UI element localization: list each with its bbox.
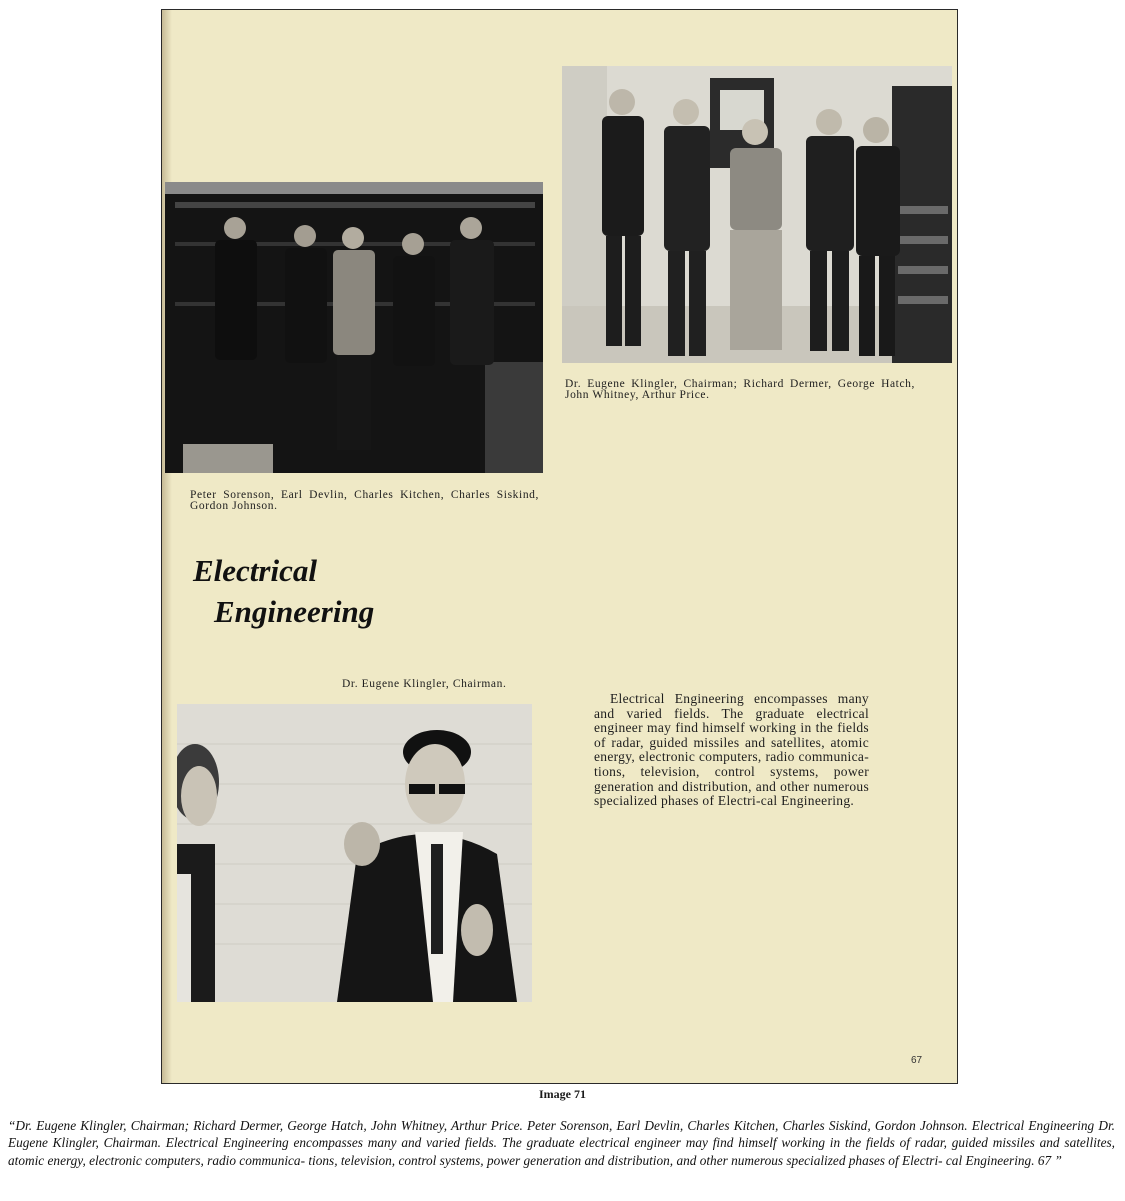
yearbook-page: [161, 9, 958, 1084]
caption-bottom-left: Dr. Eugene Klingler, Chairman.: [342, 678, 507, 690]
caption-top-left: Peter Sorenson, Earl Devlin, Charles Kitchen, Charles Siskind, Gordon Johnson.: [190, 489, 539, 512]
photo-faculty-group-left-image: [165, 182, 543, 473]
page-number: 67: [911, 1055, 923, 1066]
section-title-line1: Electrical: [193, 553, 317, 588]
caption-top-right: Dr. Eugene Klingler, Chairman; Richard Dermer, George Hatch, John Whitney, Arthur Price.: [565, 378, 915, 401]
photo-faculty-group-right-image: [562, 66, 952, 363]
body-paragraph: Electrical Engineering encompasses many and varied fields. The graduate electrical engineer may find himself working in the fields of radar, guided missiles and satellites, atomic energy, electronic computers, radio communica-tions, television, control systems, power generation and distribution, and other numerous specialized phases of Electri-cal Engineering.: [594, 691, 869, 809]
transcription-text: “Dr. Eugene Klingler, Chairman; Richard Dermer, George Hatch, John Whitney, Arthur Price. Peter Sorenson, Earl Devlin, Charles Kitchen, Charles Siskind, Gordon Johnson. Electrical Engineering Dr. Eugene Klingler, Chairman. Electrical Engineering encompasses many and varied fields. The graduate electrical engineer may find himself working in the fields of radar, guided missiles and satellites, atomic energy, electronic computers, radio communica- tions, television, control systems, power generation and distribution, and other numerous specialized phases of Electri- cal Engineering. 67 ”: [8, 1118, 1115, 1168]
section-title-line2: Engineering: [214, 594, 375, 629]
photo-chairman-image: [177, 704, 532, 1002]
photo-chairman: [177, 704, 532, 1002]
photo-faculty-group-right: [562, 66, 952, 363]
image-label: Image 71: [539, 1087, 586, 1101]
photo-faculty-group-left: [165, 182, 543, 473]
binding-shadow: [162, 10, 172, 1083]
